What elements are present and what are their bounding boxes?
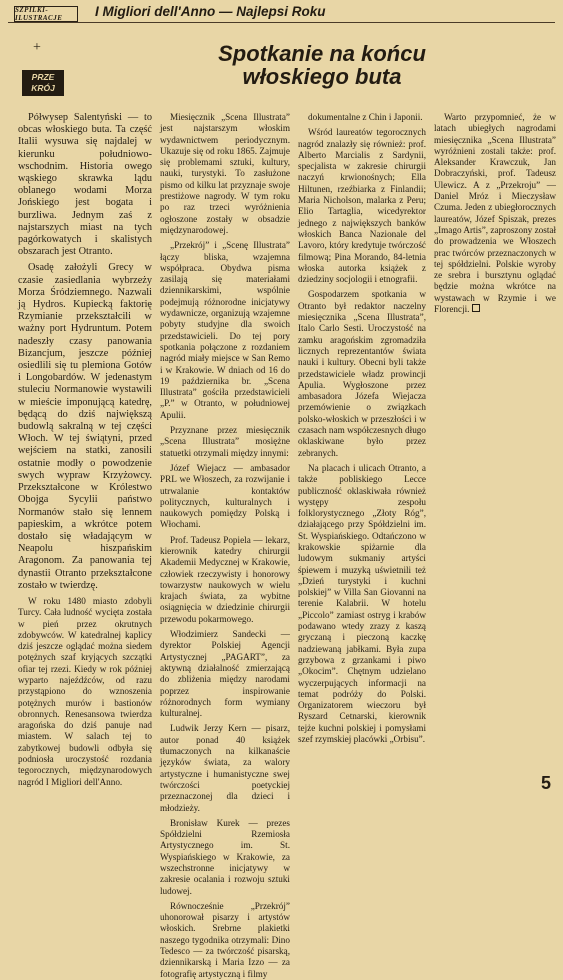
paragraph: Prof. Tadeusz Popiela — lekarz, kierownik katedry chirurgii Akademii Medycznej w Krakowie, człowiek rzeczywisty i honorowy towarzystw naukowych w wielu krajach świata, za wybitne osiągnięcia w dziedzinie chirurgii przewodu pokarmowego.	[160, 534, 290, 624]
paragraph: Osadę założyli Grecy w czasie zasiedlania wybrzeży Morza Śródziemnego. Nazwali ją Hydros. Kupiecką faktorię Rzymianie przekształcili w ważny port Hydruntum. Potem nadeszły czasy panowania Bizancjum, jeszcze później osiedlili się tu plemiona Gotów i Longobardów. W jedenastym stuleciu Normanowie wystawili w mieście imponującą katedrę, będącą do dziś największą budowlą sakralną w tej części Włoch. W tej świątyni, przed wejściem na statki, zanosili ostatnie modły o powodzenie swych wypraw Krzyżowcy. Przekształcone w Królestwo Obojga Sycylii państwo Normanów stało się lennem papieskim, a wkrótce potem dostało się władającym w Neapolu hiszpańskim Aragonom. Za panowania tej dynastii Otranto przekształcone zostało w twierdzę.	[18, 262, 152, 591]
paragraph: Włodzimierz Sandecki — dyrektor Polskiej Agencji Artystycznej „PAGART”, za aktywną działalność zmierzającą do zbliżenia między narodami poprzez inspirowanie różnorodnych form wymiany kulturalnej.	[160, 629, 290, 719]
paragraph: Gospodarzem spotkania w Otranto był redaktor naczelny miesięcznika „Scena Illustrata”, Italo Carlo Sesti. Uroczystość na zamku aragońskim zgromadziła licznych reprezentantów świata nauki i kultury. Obecni byli także przedstawiciele władz prowincji Apulia. Wygłoszone przez ambasadora Józefa Wiejacza przemówienie o związkach polsko-włoskich w przeszłości i w czasach nam współczesnych długo oklaskiwane było przez zebranych.	[298, 289, 426, 458]
end-mark-icon	[472, 304, 480, 312]
paragraph: Na placach i ulicach Otranto, a także pobliskiego Lecce publiczność oklaskiwała również występy zespołu folklorystycznego „Złoty Róg”, działającego przy Spółdzielni im. St. Wyspiańskiego. Odtańczono w krakowskie spiżarnie dla ludowym sukmaniy artyści śpiewem i muzyką uświetnili też „Dzień turystyki i kuchni polskiej” w Villa San Giovanni na terenie Kalabrii. W hotelu „Piccolo” zamiast ostryg i krabów podawano wtedy zrazy z kaszą gryczaną i pieczoną kaczkę nadziewaną jabłkami. Była zupa grzybowa z grzankami i piwo „Okocim”. Chętnym udzielano wyczerpujących informacji na temat podróży do Polski. Organizatorem wieczoru był Ryszard Cetnarski, kierownik tejże kuchni polskiej i pomysłami szef rzymskiej placówki „Orbisu”.	[298, 462, 426, 745]
paragraph: Półwysep Salentyński — to obcas włoskiego buta. Ta część Italii wysuwa się najdalej w kierunku południowo-wschodnim. Historia owego wąskiego skrawka lądu oblanego wodami Morza Jońskiego jest bogata i burzliwa. Jednym zaś z najstarszych miast na tych pagórkowatych i skalistych obszarach jest Otranto.	[18, 112, 152, 258]
page-number: 5	[540, 773, 551, 793]
section-tag	[22, 70, 64, 96]
paragraph: „Przekrój” i „Scenę Illustrata” łączy bliska, wzajemna współpraca. Obydwa pisma zasilają się materiałami dziennikarskimi, wspólnie podejmują różnorodne inicjatywy wydawnicze, organizują wzajemne pobyty studyjne dla swoich przedstawicieli. Do tej pory spotkania połączone z rozdaniem nagród miały miejsce w San Remo i w Krakowie. W dniach od 16 do 19 października br. „Scena Illustrata” gościła przedstawicieli „P.” w Otranto, w południowej Apulii.	[160, 240, 290, 420]
paragraph: Równocześnie „Przekrój” uhonorował pisarzy i artystów włoskich. Srebrne plakietki naszego tygodnika otrzymali: Dino Tedesco — za twórczość pisarską, dziennikarską i Maria Izzo — za fotografię artystyczną i filmy	[160, 900, 290, 979]
section-tag-line-2: KRÓJ	[31, 83, 55, 93]
paragraph: Miesięcznik „Scena Illustrata” jest najstarszym włoskim wydawnictwem periodycznym. Ukazuje się od roku 1865. Zajmuje się problemami sztuki, kultury, nauki, turystyki. To zasłużone pismo od kilku lat przyznaje swoje prestiżowe nagrody. W tym roku po raz trzeci wyróżnienia ogłoszone zostały w obsadzie międzynarodowej.	[160, 112, 290, 235]
headline-line-1: Spotkanie na końcu	[218, 41, 426, 66]
article-column-1	[18, 112, 152, 792]
header-rule	[8, 22, 555, 23]
headline	[112, 42, 532, 88]
paragraph: Wśród laureatów tegorocznych nagród znalazły się również: prof. Alberto Marcialis z Sardynii, specjalista w zakresie chirurgii naczyń krwionośnych; Ella Hiltunen, rzeźbiarka z Finlandii; Maria Nicholson, malarka z Peru; Elio Tartaglia, wicedyrektor jednego z największych banków włoskich Banca Nazionale del Lavoro, który kredytuje twórczość filmową; Pina Morando, 84-letnia włoska autorka książek z dziedziny socjologii i etnografii.	[298, 127, 426, 285]
paragraph-text: Warto przypomnieć, że w latach ubiegłych nagrodami miesięcznika „Scena Illustrata” wyróżnieni zostali także: prof. Aleksander Krawczuk, Jan Dobraczyński, prof. Tadeusz Ulewicz. A z „Przekroju” — Daniel Mróz i Mieczysław Czuma. Jeden z ubiegłorocznych laureatów, Józef Spiszak, prezes „Imago Artis”, zaproszony został do prowadzenia we Włoszech prac twórców przeznaczonych w tej spółdzielni. Polskie wyroby ze srebra i bursztynu oglądać będzie można wkrótce na wystawach w Rzymie i we Florencji.	[434, 112, 556, 315]
section-tag-line-1: PRZE	[31, 72, 55, 82]
paragraph	[434, 112, 556, 315]
headline-line-2: włoskiego buta	[242, 64, 402, 89]
running-title: I Migliori dell'Anno — Najlepsi Roku	[95, 4, 326, 19]
paragraph: W roku 1480 miasto zdobyli Turcy. Cała ludność wycięta została w pień przez okrutnych zdobywców. W katedralnej kaplicy dziś jeszcze oglądać można siedem potężnych szaf kryjących szczątki ofiar tej rzezi. Kiedy w rok później wyparto najeźdźców, od razu przystąpiono do wznoszenia potężnych murów i bastionów obronnych. Renesansowa twierdza aragońska do dziś panuje nad miastem. W salach tej to zabytkowej budowli odbyła się podniosła uroczystość rozdania tegorocznych, międzynarodowych nagród I Migliori dell'Anno.	[18, 595, 152, 787]
article-column-4	[434, 112, 556, 792]
paragraph: Ludwik Jerzy Kern — pisarz, autor ponad 40 książek tłumaczonych na kilkanaście języków świata, za walory artystyczne i humanistyczne swej twórczości poetyckiej przeznaczonej dla dzieci i młodzieży.	[160, 723, 290, 813]
magazine-logo: SZPILKI-ILUSTRACJE	[14, 6, 78, 22]
star-ornament: +	[33, 40, 41, 55]
paragraph: Przyznane przez miesięcznik „Scena Illustrata” mosiężne statuetki otrzymali między innymi:	[160, 425, 290, 458]
paragraph: dokumentalne z Chin i Japonii.	[308, 112, 423, 122]
article-column-3	[298, 112, 426, 792]
paragraph: Józef Wiejacz — ambasador PRL we Włoszech, za rozwijanie i utrwalanie kontaktów politycznych, kulturalnych i naukowych pomiędzy Polską i Włochami.	[160, 462, 290, 530]
paragraph: Bronisław Kurek — prezes Spółdzielni Rzemiosła Artystycznego im. St. Wyspiańskiego w Krakowie, za wszechstronne inicjatywy w zakresie ocalania i rozwoju sztuki ludowej.	[160, 817, 290, 896]
article-column-2	[160, 112, 290, 979]
